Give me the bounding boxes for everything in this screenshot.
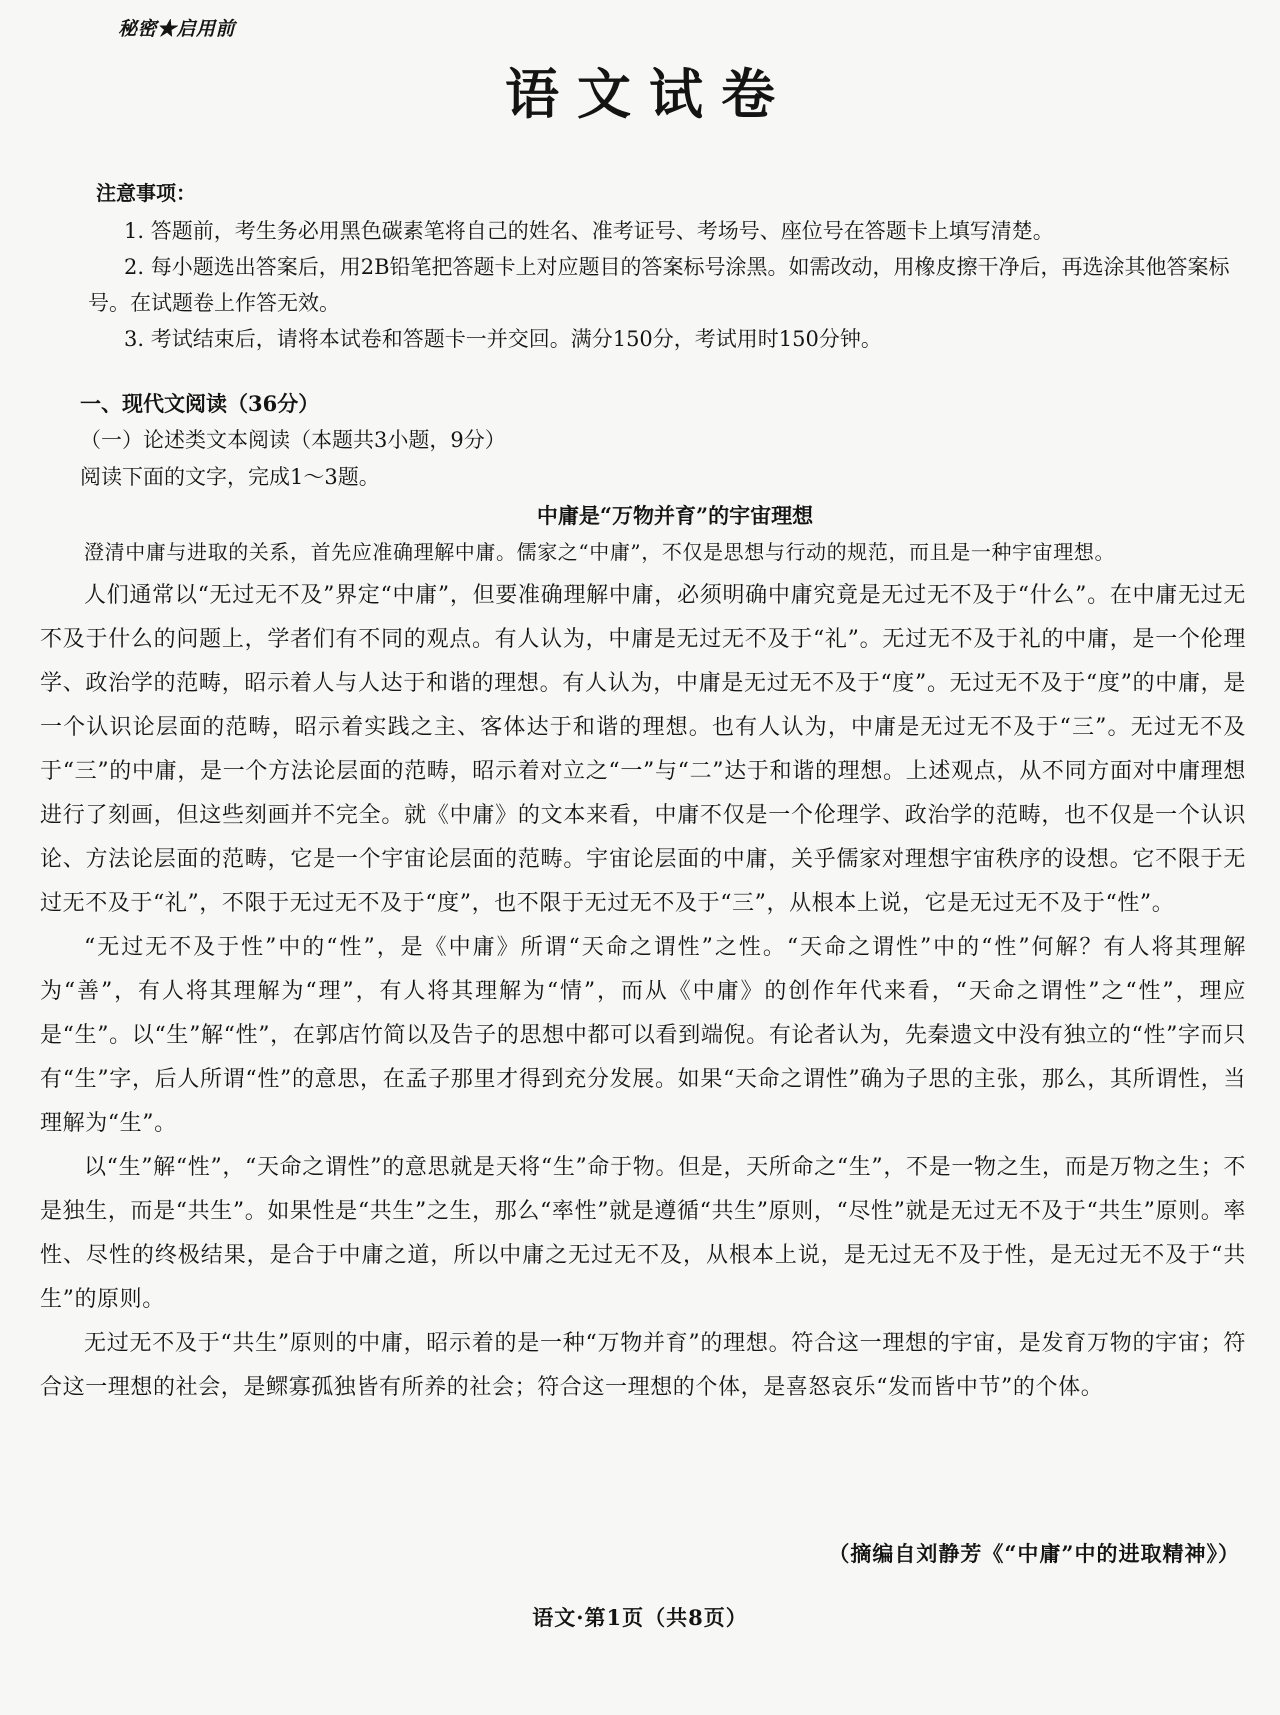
article-body <box>40 530 1246 1410</box>
notice-item-2: 2. 每小题选出答案后，用2B铅笔把答题卡上对应题目的答案标号涂黑。如需改动，用橡皮擦干净后，再选涂其他答案标号。在试题卷上作答无效。 <box>88 255 1230 315</box>
confidential-label: 秘密★启用前 <box>118 18 236 40</box>
notice-block <box>88 175 1246 357</box>
article-paragraph: 以“生”解“性”，“天命之谓性”的意思就是天将“生”命于物。但是，天所命之“生”，不是一物之生，而是万物之生；不是独生，而是“共生”。如果性是“共生”之生，那么“率性”就是遵循“共生”原则，“尽性”就是无过无不及于“共生”原则。率性、尽性的终极结果，是合于中庸之道，所以中庸之无过无不及，从根本上说，是无过无不及于性，是无过无不及于“共生”的原则。 <box>40 1155 1246 1312</box>
article-paragraph: 无过无不及于“共生”原则的中庸，昭示着的是一种“万物并育”的理想。符合这一理想的宇宙，是发育万物的宇宙；符合这一理想的社会，是鳏寡孤独皆有所养的社会；符合这一理想的个体，是喜怒哀乐“发而皆中节”的个体。 <box>40 1331 1246 1400</box>
section-title: 一、现代文阅读（36分） <box>80 391 320 416</box>
section-header <box>80 385 1240 534</box>
article-citation: （摘编自刘静芳《“中庸”中的进取精神》） <box>828 1541 1240 1566</box>
exam-title: 语文试卷 <box>505 62 793 126</box>
page-footer: 语文·第1页（共8页） <box>532 1605 748 1630</box>
notice-item-1: 1. 答题前，考生务必用黑色碳素笔将自己的姓名、准考证号、考场号、座位号在答题卡上填写清楚。 <box>124 219 1054 243</box>
article-paragraph: 人们通常以“无过无不及”界定“中庸”，但要准确理解中庸，必须明确中庸究竟是无过无不及于“什么”。在中庸无过无不及于什么的问题上，学者们有不同的观点。有人认为，中庸是无过无不及于“礼”。无过无不及于礼的中庸，是一个伦理学、政治学的范畴，昭示着人与人达于和谐的理想。有人认为，中庸是无过无不及于“度”。无过无不及于“度”的中庸，是一个认识论层面的范畴，昭示着实践之主、客体达于和谐的理想。也有人认为，中庸是无过无不及于“三”。无过无不及于“三”的中庸，是一个方法论层面的范畴，昭示着对立之“一”与“二”达于和谐的理想。上述观点，从不同方面对中庸理想进行了刻画，但这些刻画并不完全。就《中庸》的文本来看，中庸不仅是一个伦理学、政治学的范畴，也不仅是一个认识论、方法论层面的范畴，它是一个宇宙论层面的范畴。宇宙论层面的中庸，关乎儒家对理想宇宙秩序的设想。它不限于无过无不及于“礼”，不限于无过无不及于“度”，也不限于无过无不及于“三”，从根本上说，它是无过无不及于“性”。 <box>40 583 1246 916</box>
notice-item-3: 3. 考试结束后，请将本试卷和答题卡一并交回。满分150分，考试用时150分钟。 <box>124 327 882 351</box>
article-paragraph: “无过无不及于性”中的“性”，是《中庸》所谓“天命之谓性”之性。“天命之谓性”中的“性”何解？有人将其理解为“善”，有人将其理解为“理”，有人将其理解为“情”，而从《中庸》的创作年代来看，“天命之谓性”之“性”，理应是“生”。以“生”解“性”，在郭店竹简以及告子的思想中都可以看到端倪。有论者认为，先秦遗文中没有独立的“性”字而只有“生”字，后人所谓“性”的意思，在孟子那里才得到充分发展。如果“天命之谓性”确为子思的主张，那么，其所谓性，当理解为“生”。 <box>40 935 1246 1136</box>
section-subtitle: （一）论述类文本阅读（本题共3小题，9分） <box>80 428 506 452</box>
section-instruction: 阅读下面的文字，完成1～3题。 <box>80 465 380 489</box>
notice-title: 注意事项： <box>96 181 196 205</box>
article-title: 中庸是“万物并育”的宇宙理想 <box>536 503 814 528</box>
article-paragraph: 澄清中庸与进取的关系，首先应准确理解中庸。儒家之“中庸”，不仅是思想与行动的规范，而且是一种宇宙理想。 <box>84 540 1116 564</box>
